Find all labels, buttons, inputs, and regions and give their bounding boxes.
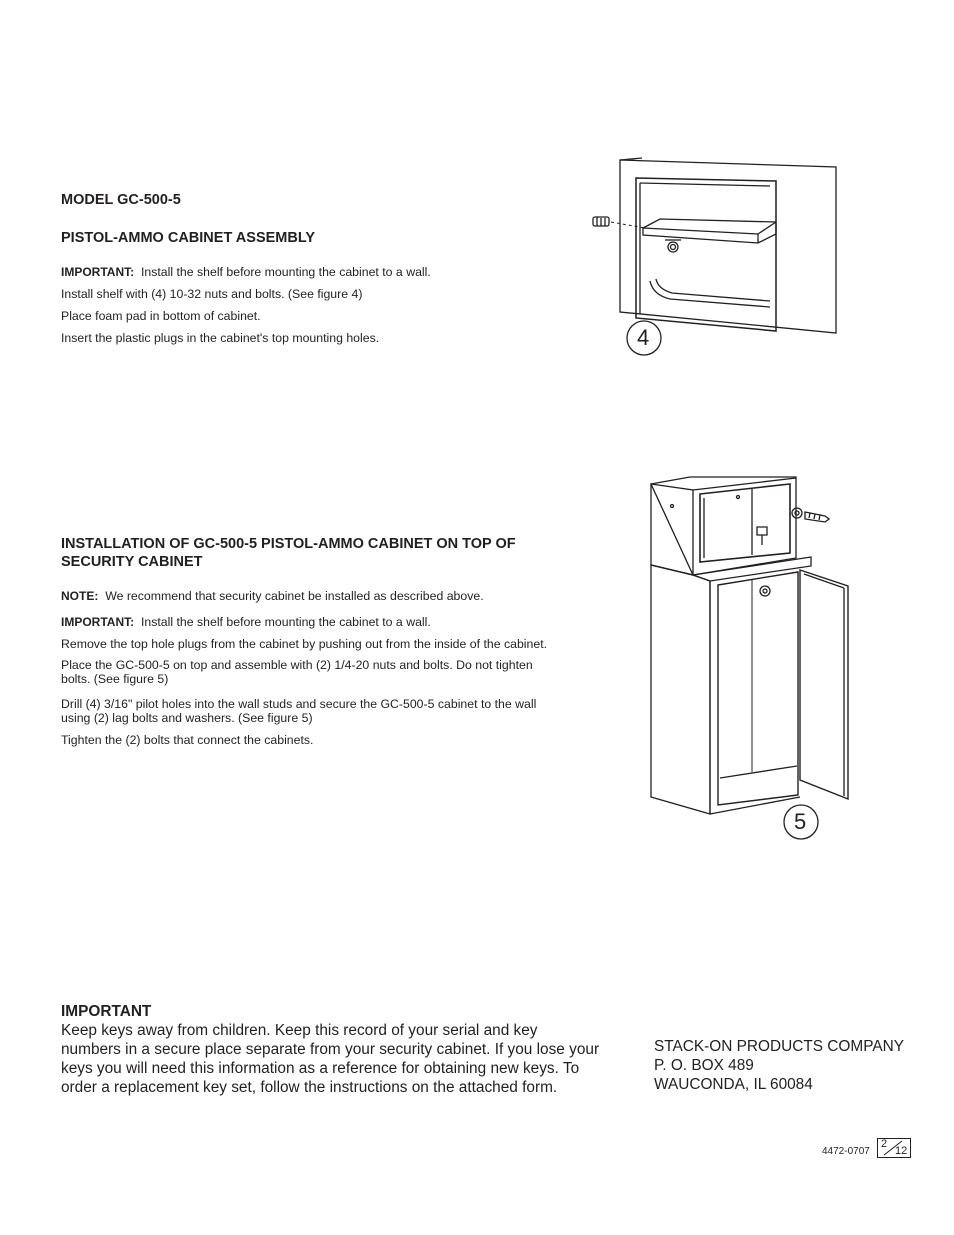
step-line: bolts. (See figure 5) bbox=[61, 672, 169, 686]
step-text: Install shelf with (4) 10-32 nuts and bolts. (See figure 4) bbox=[61, 287, 363, 301]
note-label: NOTE: bbox=[61, 589, 99, 603]
step-text bbox=[61, 658, 533, 686]
important-line-2 bbox=[61, 615, 431, 629]
keys-important-line: order a replacement key set, follow the instructions on the attached form. bbox=[61, 1079, 558, 1096]
keys-important-line: Keep keys away from children. Keep this record of your serial and key bbox=[61, 1022, 538, 1039]
figure-5-illustration bbox=[645, 470, 855, 845]
keys-important-section bbox=[61, 1002, 631, 1097]
step-text bbox=[61, 697, 536, 725]
model-heading: MODEL GC-500-5 bbox=[61, 192, 181, 208]
important-label: IMPORTANT: bbox=[61, 265, 135, 279]
installation-heading-line: SECURITY CABINET bbox=[61, 554, 203, 570]
step-text: Place foam pad in bottom of cabinet. bbox=[61, 309, 261, 323]
figure-4-illustration bbox=[585, 150, 845, 365]
important-text: Install the shelf before mounting the cabinet to a wall. bbox=[140, 615, 431, 629]
page-number: 2 bbox=[881, 1138, 888, 1150]
keys-important-title: IMPORTANT bbox=[61, 1003, 152, 1020]
assembly-heading: PISTOL-AMMO CABINET ASSEMBLY bbox=[61, 230, 316, 246]
company-address bbox=[654, 1037, 904, 1094]
page-fraction bbox=[877, 1138, 911, 1158]
company-name: STACK-ON PRODUCTS COMPANY bbox=[654, 1038, 904, 1055]
keys-important-line: numbers in a secure place separate from your security cabinet. If you lose your bbox=[61, 1041, 600, 1058]
company-po-box: P. O. BOX 489 bbox=[654, 1057, 754, 1074]
keys-important-line: keys you will need this information as a reference for obtaining new keys. To bbox=[61, 1060, 580, 1077]
note-line bbox=[61, 589, 484, 603]
part-number: 4472-0707 bbox=[822, 1146, 870, 1157]
company-city: WAUCONDA, IL 60084 bbox=[654, 1076, 813, 1093]
step-text: Tighten the (2) bolts that connect the cabinets. bbox=[61, 733, 314, 747]
step-text: Remove the top hole plugs from the cabinet by pushing out from the inside of the cabinet. bbox=[61, 637, 548, 651]
installation-heading-line: INSTALLATION OF GC-500-5 PISTOL-AMMO CABINET ON TOP OF bbox=[61, 536, 516, 552]
installation-heading bbox=[61, 535, 516, 571]
important-line-1 bbox=[61, 265, 431, 279]
important-text: Install the shelf before mounting the cabinet to a wall. bbox=[140, 265, 431, 279]
step-line: using (2) lag bolts and washers. (See figure 5) bbox=[61, 711, 313, 725]
step-line: Place the GC-500-5 on top and assemble with (2) 1/4-20 nuts and bolts. Do not tighten bbox=[61, 658, 533, 672]
note-text: We recommend that security cabinet be installed as described above. bbox=[105, 589, 484, 603]
step-line: Drill (4) 3/16" pilot holes into the wall studs and secure the GC-500-5 cabinet to the wall bbox=[61, 697, 537, 711]
important-label: IMPORTANT: bbox=[61, 615, 135, 629]
figure-4-number: 4 bbox=[637, 325, 650, 350]
step-text: Insert the plastic plugs in the cabinet's top mounting holes. bbox=[61, 331, 380, 345]
page-total: 12 bbox=[895, 1145, 908, 1157]
figure-5-number: 5 bbox=[794, 809, 807, 834]
